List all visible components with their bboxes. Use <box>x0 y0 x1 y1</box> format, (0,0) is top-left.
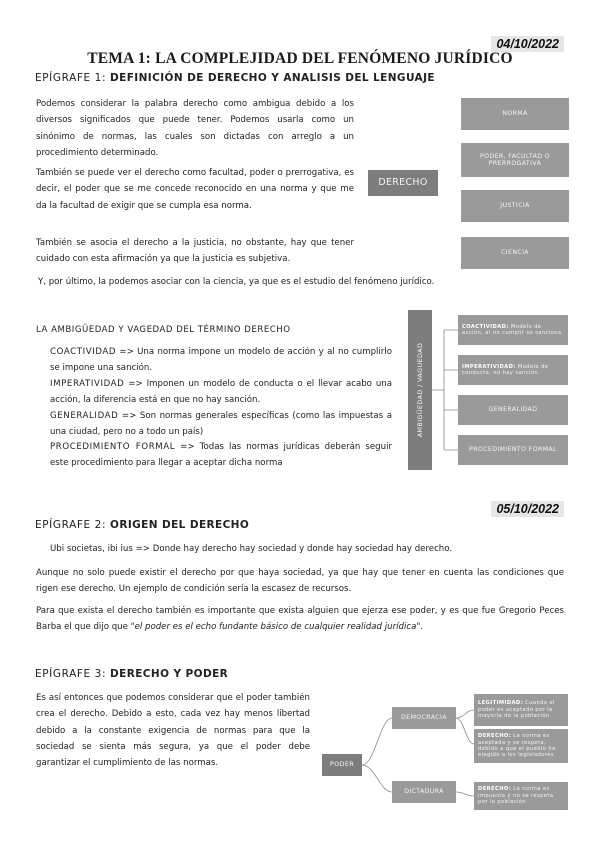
epigrafe-1-paragraph-1: Podemos considerar la palabra derecho como ambigua debido a los diversos significados que puede tener. Podemos usarla como un sinónimo de normas, las cuales son dictadas con arreglo a un procedimiento determinado. <box>36 99 354 158</box>
epigrafe-2-paragraph-1: Ubi societas, ibi ius => Donde hay derecho hay sociedad y donde hay sociedad hay derecho. <box>50 544 453 554</box>
epigrafe-1-paragraph-2: También se puede ver el derecho como facultad, poder o prerrogativa, es decir, el poder que se me concede reconocido en una norma y que me da la facultad de exigir que se cumpla esa norma. <box>36 168 354 211</box>
ambiguedad-term: COACTIVIDAD <box>50 347 117 357</box>
document-title: TEMA 1: LA COMPLEJIDAD DEL FENÓMENO JURÍDICO <box>87 50 513 67</box>
epigrafe-1-paragraph-4: Y, por último, la podemos asociar con la ciencia, ya que es el estudio del fenómeno jurídico. <box>38 277 435 287</box>
ambiguedad-heading: LA AMBIGÜEDAD Y VAGEDAD DEL TÉRMINO DERECHO <box>36 325 291 335</box>
diagram-ambiguedad-item-coactividad <box>458 315 568 345</box>
diagram-ambiguedad-item-procedimiento: PROCEDIMIENTO FORMAL <box>458 435 568 465</box>
diagram-derecho-item-poder: PODER, FACULTAD O PRERROGATIVA <box>461 143 569 177</box>
diagram-leaf-text: Modelo de conducta, no hay sanción <box>462 363 549 376</box>
epigrafe-3-paragraph-1: Es así entonces que podemos considerar que el poder también crea el derecho. Debido a esto, cada vez hay menos libertad debido a la constante exigencia de normas para que la sociedad se sienta más segura, ya que el poder debe garantizar el cumplimiento de las normas. <box>36 693 310 769</box>
diagram-ambiguedad-item-generalidad: GENERALIDAD <box>458 395 568 425</box>
diagram-derecho-root: DERECHO <box>368 170 438 196</box>
epigrafe-2-paragraph-2: Aunque no solo puede existir el derecho por que haya sociedad, ya que hay que tener en cuenta las condiciones que rigen ese derecho. Un ejemplo de condición sería la escasez de recursos. <box>36 568 564 595</box>
diagram-derecho-item-norma: NORMA <box>461 98 569 130</box>
diagram-ambiguedad-item-imperatividad <box>458 355 568 385</box>
diagram-leaf-text: Modelo de acción, al no cumplir se sanciona <box>462 323 562 336</box>
epigrafe-2-heading <box>35 519 249 531</box>
epigrafe-3-name: DERECHO Y PODER <box>110 668 229 680</box>
ambiguedad-text: => Imponen un modelo de conducta o el llevar acabo una acción, la diferencia está en que no hay sanción. <box>50 379 392 405</box>
diagram-poder-dictadura: DICTADURA <box>392 781 456 803</box>
diagram-leaf-title: IMPERATIVIDAD: <box>462 363 516 370</box>
date-label-1: 04/10/2022 <box>491 36 564 52</box>
ambiguedad-text: => Son normas generales específicas (como las impuestas a una ciudad, pero no a todo un país) <box>50 411 392 437</box>
epigrafe-2-paragraph-3-end: . <box>420 622 424 633</box>
ambiguedad-text: => Una norma impone un modelo de acción y al no cumplirlo se impone una sanción. <box>50 347 392 373</box>
diagram-poder-root: PODER <box>322 754 362 776</box>
epigrafe-3-heading <box>35 668 228 680</box>
epigrafe-1-name: DEFINICIÓN DE DERECHO Y ANALISIS DEL LENGUAJE <box>110 72 435 84</box>
diagram-leaf-title: COACTIVIDAD: <box>462 323 509 330</box>
epigrafe-2-paragraph-3-text: Para que exista el derecho también es importante que exista alguien que ejerza ese poder, y es que fue Gregorio Peces Barba el que dijo que <box>36 606 564 633</box>
ambiguedad-term: GENERALIDAD <box>50 411 119 421</box>
diagram-poder-leaf-derecho-dictadura <box>474 782 568 810</box>
ambiguedad-text: => Todas las normas jurídicas deberán seguir este procedimiento para llegar a aceptar dicha norma <box>50 442 393 468</box>
ambiguedad-term: IMPERATIVIDAD <box>50 379 125 389</box>
ambiguedad-term: PROCEDIMIENTO FORMAL <box>50 442 176 452</box>
diagram-leaf-title: DERECHO: <box>478 786 512 793</box>
diagram-leaf-text: Cuando el poder es aceptado por la mayoría de la población <box>478 700 555 720</box>
diagram-leaf-title: LEGITIMIDAD: <box>478 700 524 707</box>
epigrafe-2-label: EPÍGRAFE 2: <box>35 519 107 531</box>
diagram-derecho-item-ciencia: CIENCIA <box>461 237 569 269</box>
diagram-poder-leaf-derecho-democracia <box>474 729 568 763</box>
diagram-leaf-title: DERECHO: <box>478 733 512 740</box>
diagram-leaf-text: La norma es aceptada y se respeta, debido a que el pueblo ha elegido a los legisladores <box>478 733 556 759</box>
date-label-2: 05/10/2022 <box>491 501 564 517</box>
diagram-poder-democracia: DEMOCRACIA <box>392 707 456 729</box>
epigrafe-2-quote: "el poder es el echo fundante básico de cualquier realidad jurídica" <box>130 622 421 633</box>
epigrafe-1-label: EPÍGRAFE 1: <box>35 72 107 84</box>
diagram-poder-leaf-legitimidad <box>474 694 568 726</box>
diagram-leaf-text: La norma es impuesta y no se respeta por la población <box>478 786 554 806</box>
diagram-derecho-item-justicia: JUSTICIA <box>461 190 569 222</box>
epigrafe-3-label: EPÍGRAFE 3: <box>35 668 107 680</box>
epigrafe-1-paragraph-3: También se asocia el derecho a la justicia, no obstante, hay que tener cuidado con esta afirmación ya que la justicia es subjetiva. <box>36 238 354 265</box>
epigrafe-2-paragraph-3 <box>36 603 564 636</box>
diagram-ambiguedad-root-label: AMBIGÜEDAD / VAGUEDAD <box>416 342 424 438</box>
diagram-ambiguedad-root <box>408 310 432 470</box>
epigrafe-2-name: ORIGEN DEL DERECHO <box>110 519 250 531</box>
